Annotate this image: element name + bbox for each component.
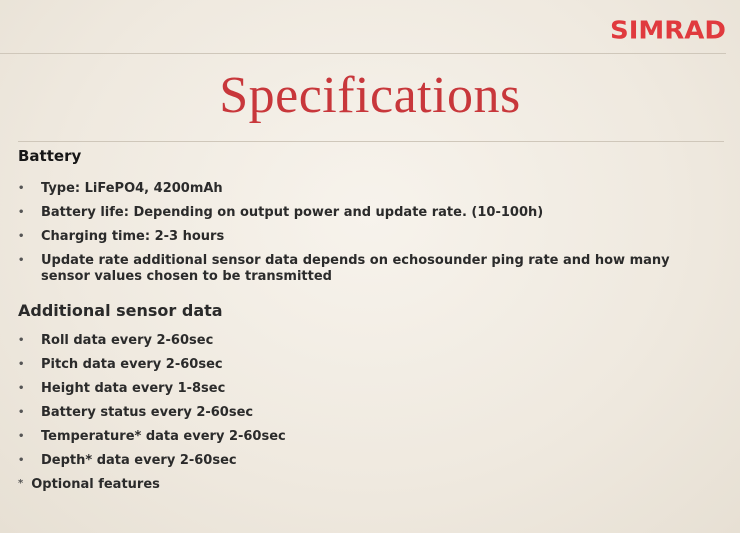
title-divider xyxy=(18,141,724,142)
page-title: Specifications xyxy=(219,67,521,124)
list-item: • Height data every 1-8sec xyxy=(18,381,718,397)
list-item: • Type: LiFePO4, 4200mAh xyxy=(18,181,718,197)
sensor-spec-list xyxy=(18,333,718,477)
optional-features-note xyxy=(18,477,160,492)
footnote-marker: * xyxy=(18,478,24,489)
list-item: • Charging time: 2-3 hours xyxy=(18,229,718,245)
list-item: • Pitch data every 2-60sec xyxy=(18,357,718,373)
footnote-text: Optional features xyxy=(31,477,160,492)
list-item: • Depth* data every 2-60sec xyxy=(18,453,718,469)
list-item: • Roll data every 2-60sec xyxy=(18,333,718,349)
list-item: • Temperature* data every 2-60sec xyxy=(18,429,718,445)
simrad-logo: SIMRAD xyxy=(610,16,726,46)
battery-spec-list xyxy=(18,181,718,293)
list-item: • Update rate additional sensor data depends on echosounder ping rate and how many sensor values chosen to be transmitted xyxy=(18,253,718,285)
battery-heading: Battery xyxy=(18,147,82,165)
sensor-heading: Additional sensor data xyxy=(18,301,223,320)
list-item: • Battery status every 2-60sec xyxy=(18,405,718,421)
header-divider xyxy=(0,53,726,54)
list-item: • Battery life: Depending on output power and update rate. (10-100h) xyxy=(18,205,718,221)
